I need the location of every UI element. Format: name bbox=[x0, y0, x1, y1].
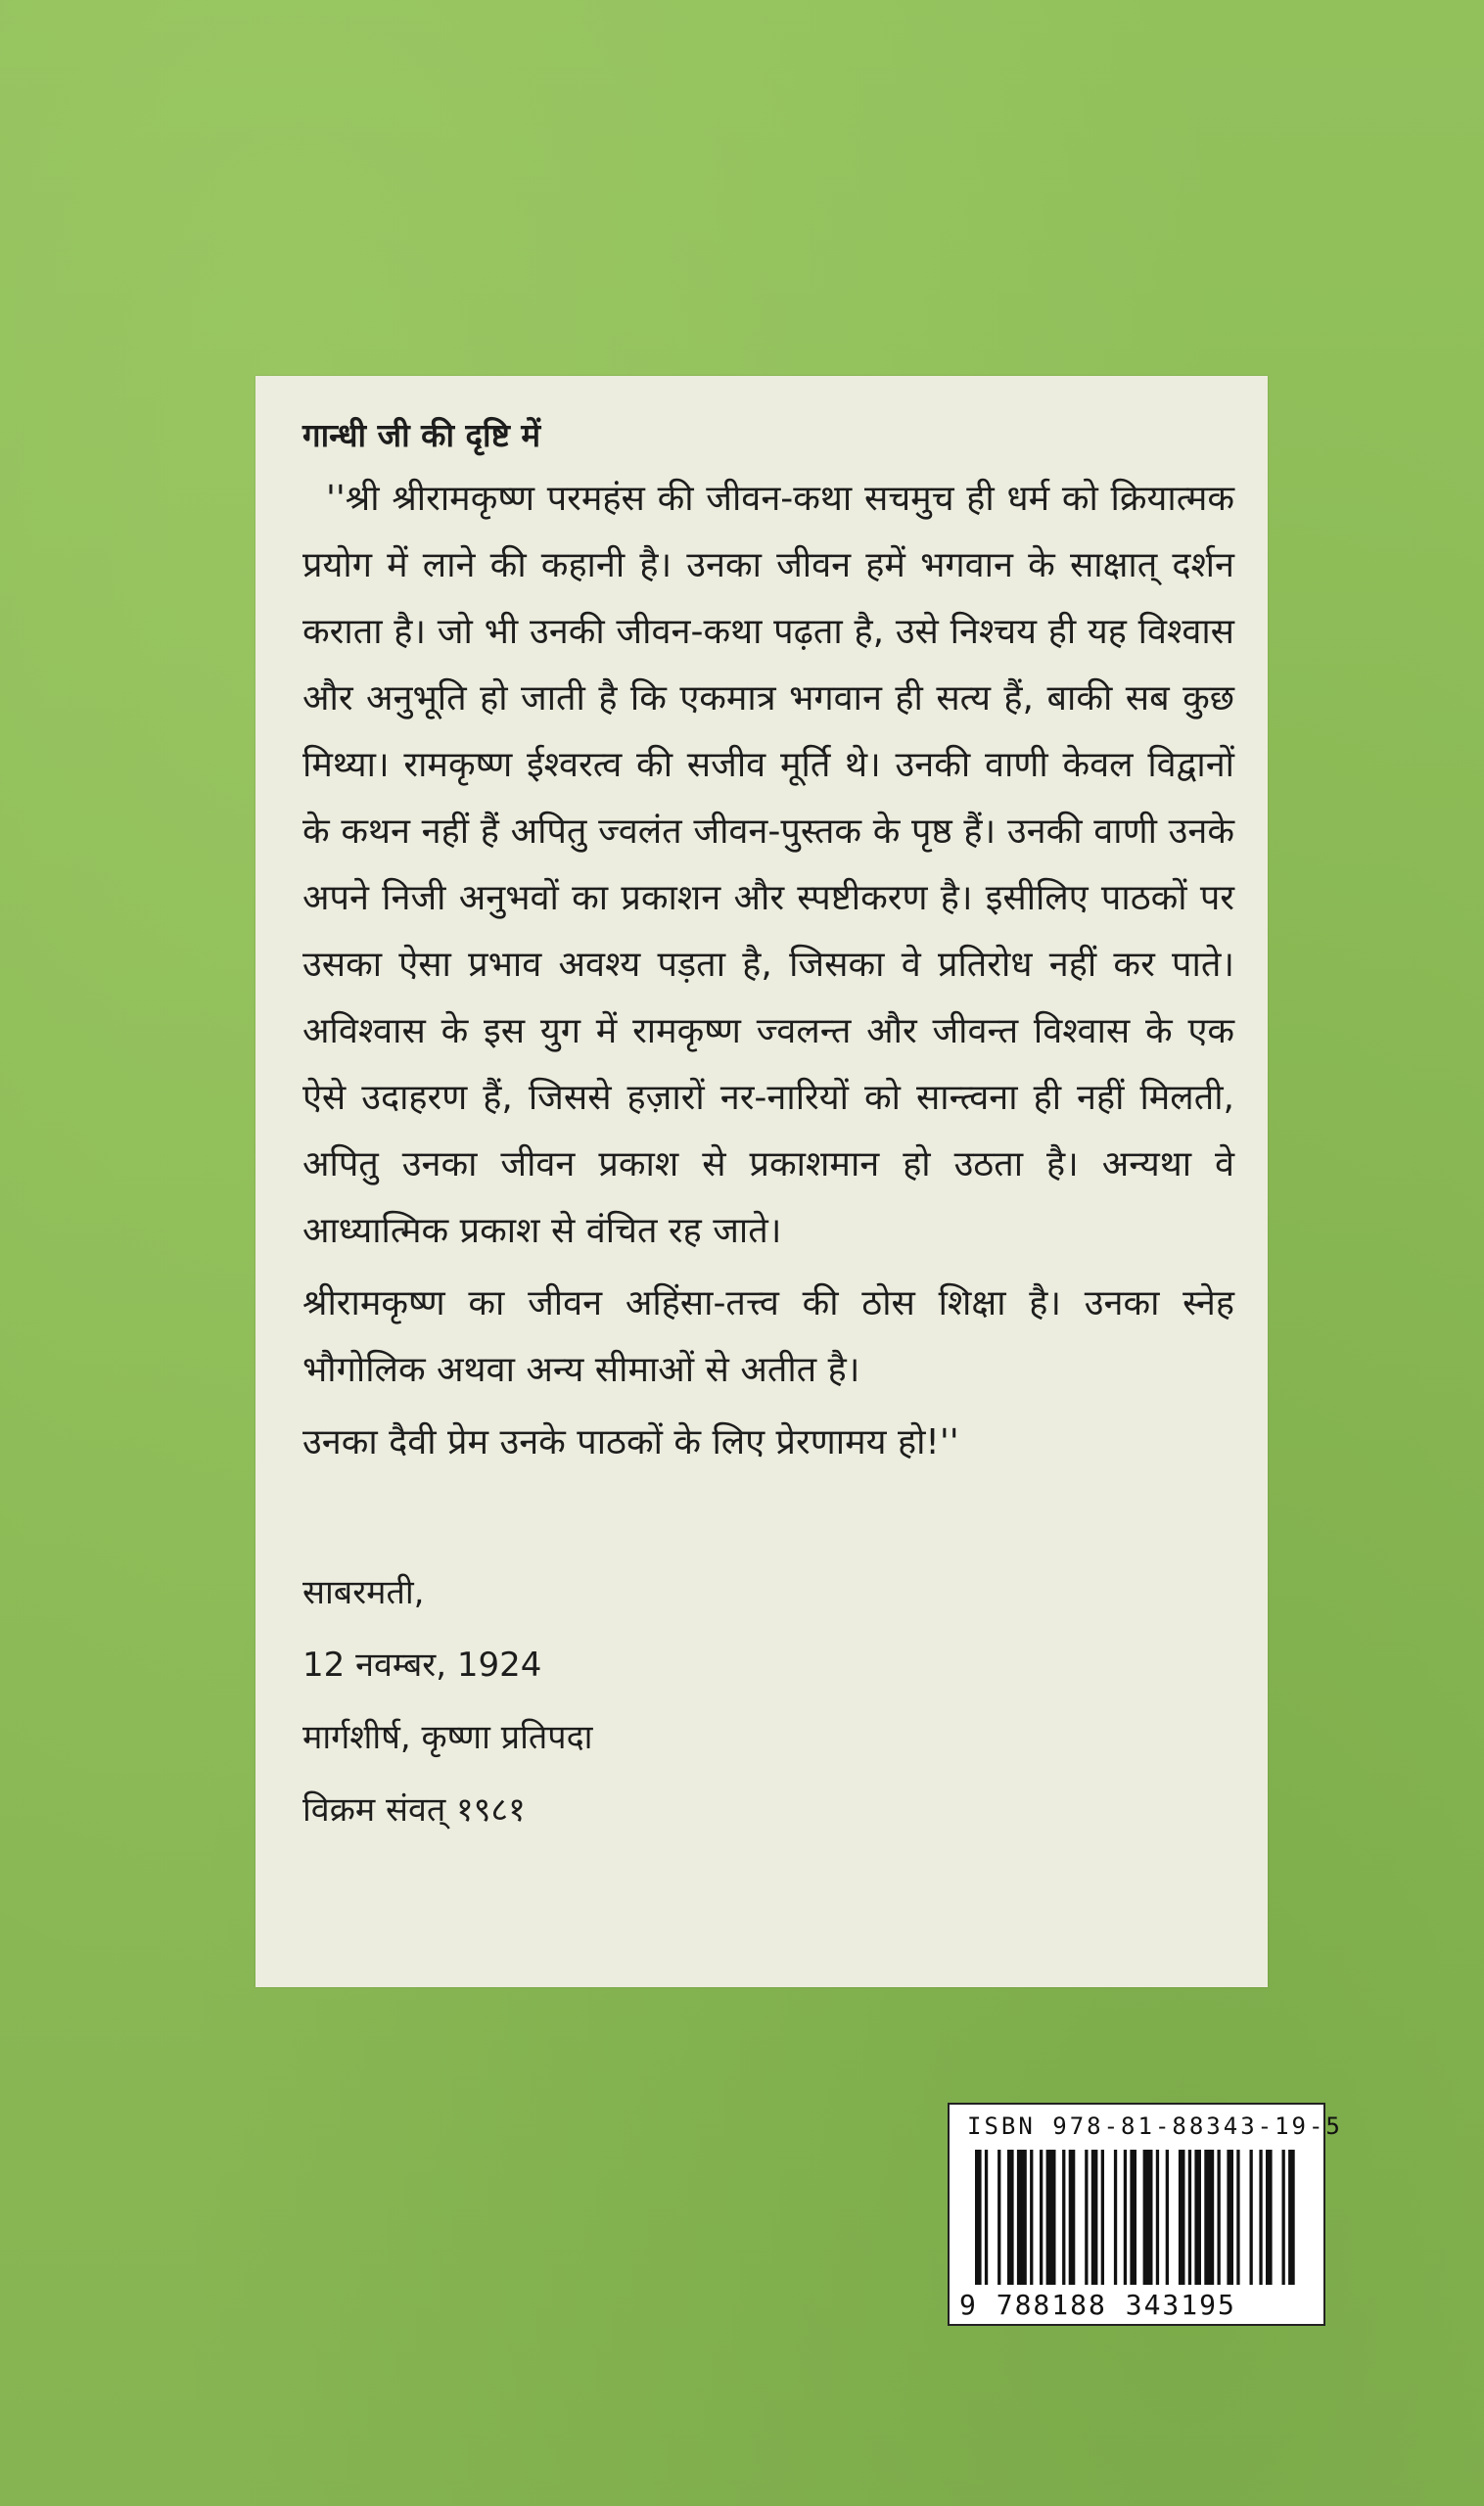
barcode-bar bbox=[1188, 2150, 1191, 2285]
barcode-bar bbox=[1194, 2150, 1201, 2285]
barcode-bar bbox=[1156, 2150, 1159, 2285]
barcode-bar bbox=[1069, 2150, 1076, 2285]
quote-paragraph-1: ''श्री श्रीरामकृष्ण परमहंस की जीवन-कथा सचमुच ही धर्म को क्रियात्मक प्रयोग में लाने की कहानी है। उनका जीवन हमें भगवान के साक्षात् दर्शन कराता है। जो भी उनकी जीवन-कथा पढ़ता है, उसे निश्चय ही यह विश्वास और अनुभूति हो जाती है कि एकमात्र भगवान ही सत्य हैं, बाकी सब कुछ मिथ्या। रामकृष्ण ईश्वरत्व की सजीव मूर्ति थे। उनकी वाणी केवल विद्वानों के कथन नहीं हैं अपितु ज्वलंत जीवन-पुस्तक के पृष्ठ हैं। उनकी वाणी उनके अपने निजी अनुभवों का प्रकाशन और स्पष्टीकरण है। इसीलिए पाठकों पर उसका ऐसा प्रभाव अवश्य पड़ता है, जिसका वे प्रतिरोध नहीं कर पाते। अविश्वास के इस युग में रामकृष्ण ज्वलन्त और जीवन्त विश्वास के एक ऐसे उदाहरण हैं, जिससे हज़ारों नर-नारियों को सान्त्वना ही नहीं मिलती, अपितु उनका जीवन प्रकाश से प्रकाशमान हो उठता है। अन्यथा वे आध्यात्मिक प्रकाश से वंचित रह जाते। bbox=[302, 479, 1234, 1251]
signoff-samvat: विक्रम संवत् १९८१ bbox=[302, 1790, 526, 1830]
signoff-date: 12 नवम्बर, 1924 bbox=[302, 1646, 542, 1685]
barcode-bar bbox=[1030, 2150, 1033, 2285]
barcode-bar bbox=[975, 2150, 982, 2285]
barcode-bar bbox=[1282, 2150, 1285, 2285]
barcode-bar bbox=[1288, 2150, 1295, 2285]
barcode-bar bbox=[1017, 2150, 1027, 2285]
barcode-bar bbox=[1062, 2150, 1065, 2285]
signoff-month: मार्गशीर्ष, कृष्णा प्रतिपदा bbox=[302, 1718, 593, 1757]
barcode-bar bbox=[1091, 2150, 1098, 2285]
signoff-block bbox=[302, 1556, 1234, 1846]
isbn-barcode-box bbox=[948, 2103, 1343, 2326]
barcode-bar bbox=[1179, 2150, 1185, 2285]
barcode-bar bbox=[997, 2150, 1000, 2285]
barcode-bar bbox=[1101, 2150, 1104, 2285]
barcode-image bbox=[975, 2150, 1298, 2285]
barcode-bar bbox=[1114, 2150, 1117, 2285]
barcode-bar bbox=[1085, 2150, 1088, 2285]
isbn-label: ISBN 978-81-88343-19-5 bbox=[967, 2112, 1343, 2140]
barcode-bar bbox=[1204, 2150, 1214, 2285]
signoff-place: साबरमती, bbox=[302, 1573, 425, 1612]
barcode-bar bbox=[985, 2150, 988, 2285]
barcode-digits: 9 788188 343195 bbox=[959, 2289, 1236, 2321]
barcode-bar bbox=[1236, 2150, 1239, 2285]
barcode-bar bbox=[1046, 2150, 1056, 2285]
quote-heading: गान्धी जी की दृष्टि में bbox=[302, 416, 541, 454]
barcode-bar bbox=[1040, 2150, 1043, 2285]
barcode-bar bbox=[1227, 2150, 1233, 2285]
barcode-bar bbox=[1259, 2150, 1262, 2285]
barcode-bar bbox=[1218, 2150, 1221, 2285]
quote-paragraph-3: उनका दैवी प्रेम उनके पाठकों के लिए प्रेरणामय हो!'' bbox=[302, 1422, 959, 1462]
barcode-bar bbox=[1007, 2150, 1014, 2285]
barcode-bar bbox=[1143, 2150, 1153, 2285]
barcode-bar bbox=[1130, 2150, 1136, 2285]
barcode-bar bbox=[1124, 2150, 1127, 2285]
barcode-bar bbox=[1266, 2150, 1273, 2285]
quote-panel bbox=[255, 376, 1268, 1987]
quote-paragraph-2: श्रीरामकृष्ण का जीवन अहिंसा-तत्त्व की ठोस शिक्षा है। उनका स्नेह भौगोलिक अथवा अन्य सीमाओं से अतीत है। bbox=[302, 1283, 1234, 1390]
barcode-bar bbox=[1250, 2150, 1253, 2285]
barcode-bar bbox=[1166, 2150, 1169, 2285]
